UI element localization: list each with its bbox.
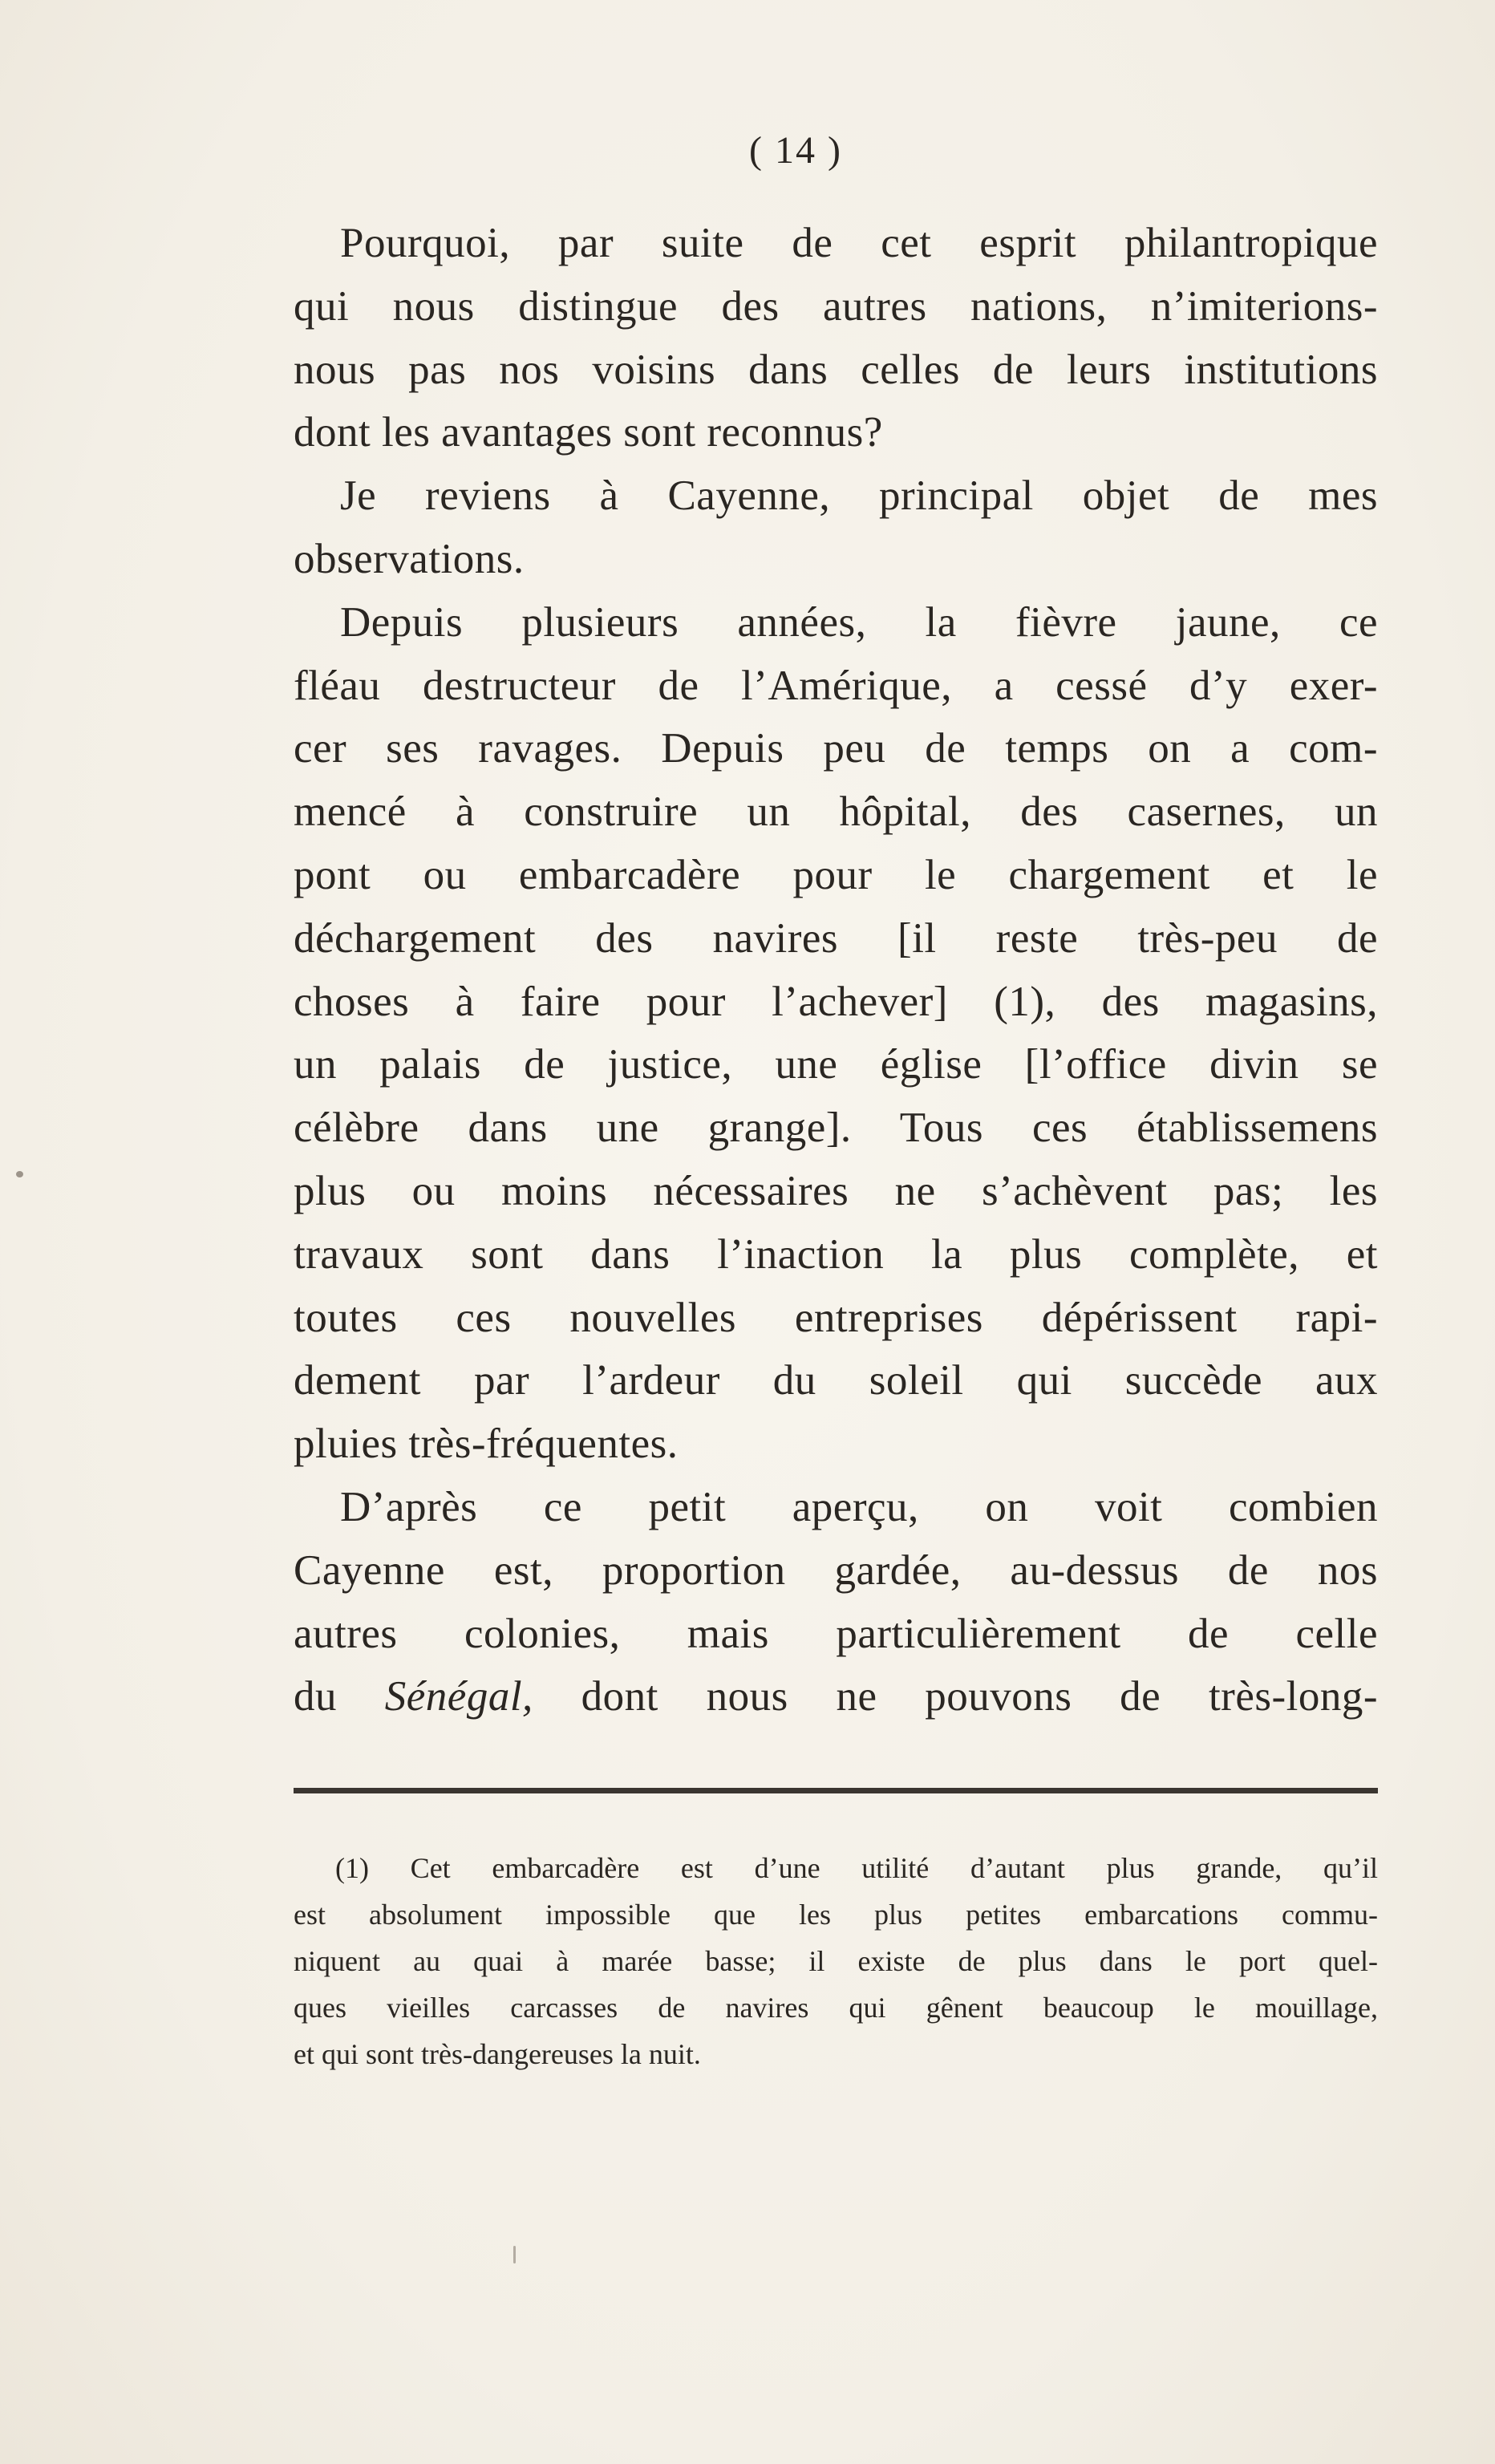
italic-place-name: Sénégal, (384, 1673, 533, 1720)
text-line: plus ou moins nécessaires ne s’achèvent pas; les (294, 1167, 1378, 1214)
footnote-line: est absolument impossible que les plus petites embarcations commu- (294, 1899, 1378, 1931)
footnote-line: et qui sont très-dangereuses la nuit. (294, 2038, 701, 2070)
footnote-line: (1) Cet embarcadère est d’une utilité d’autant plus grande, qu’il (335, 1852, 1378, 1884)
text-line: dont les avantages sont reconnus? (294, 409, 883, 456)
footnote-line: niquent au quai à marée basse; il existe de plus dans le port quel- (294, 1945, 1378, 1977)
text-line: qui nous distingue des autres nations, n’imiterions- (294, 282, 1378, 330)
text-fragment: dont nous ne pouvons de très-long- (533, 1673, 1379, 1720)
main-text (294, 212, 1378, 1728)
text-line: nous pas nos voisins dans celles de leurs institutions (294, 346, 1378, 393)
text-line: Je reviens à Cayenne, principal objet de mes (340, 472, 1378, 520)
text-line: toutes ces nouvelles entreprises dépérissent rapi- (294, 1294, 1378, 1341)
text-line: mencé à construire un hôpital, des casernes, un (294, 788, 1378, 836)
text-line: pont ou embarcadère pour le chargement et le (294, 851, 1378, 898)
text-line: fléau destructeur de l’Amérique, a cessé d’y exer- (294, 662, 1378, 709)
paper-speck (513, 2246, 516, 2263)
text-line: travaux sont dans l’inaction la plus complète, et (294, 1230, 1378, 1278)
text-line: observations. (294, 535, 525, 582)
footnote-line: ques vieilles carcasses de navires qui gênent beaucoup le mouillage, (294, 1992, 1378, 2024)
text-line: dement par l’ardeur du soleil qui succède aux (294, 1357, 1378, 1404)
text-line: choses à faire pour l’achever] (1), des magasins, (294, 978, 1378, 1025)
text-fragment: du (294, 1673, 385, 1720)
page-number: ( 14 ) (749, 129, 842, 172)
text-line: déchargement des navires [il reste très-peu de (294, 914, 1378, 962)
text-line: Cayenne est, proportion gardée, au-dessus de nos (294, 1546, 1378, 1594)
text-line: Pourquoi, par suite de cet esprit philantropique (340, 220, 1378, 266)
text-line: D’après ce petit aperçu, on voit combien (340, 1483, 1378, 1530)
text-line: pluies très-fréquentes. (294, 1420, 679, 1468)
text-line: Depuis plusieurs années, la fièvre jaune, ce (340, 598, 1378, 646)
text-line: cer ses ravages. Depuis peu de temps on a com- (294, 725, 1378, 772)
text-line: autres colonies, mais particulièrement de celle (294, 1610, 1378, 1657)
text-line: un palais de justice, une église [l’office divin se (294, 1041, 1378, 1088)
footnote (294, 1845, 1378, 2077)
text-line: célèbre dans une grange]. Tous ces établissemens (294, 1104, 1378, 1152)
footnote-separator-rule (294, 1788, 1378, 1793)
text-line-last (294, 1665, 1378, 1728)
paper-speck (16, 1171, 23, 1177)
